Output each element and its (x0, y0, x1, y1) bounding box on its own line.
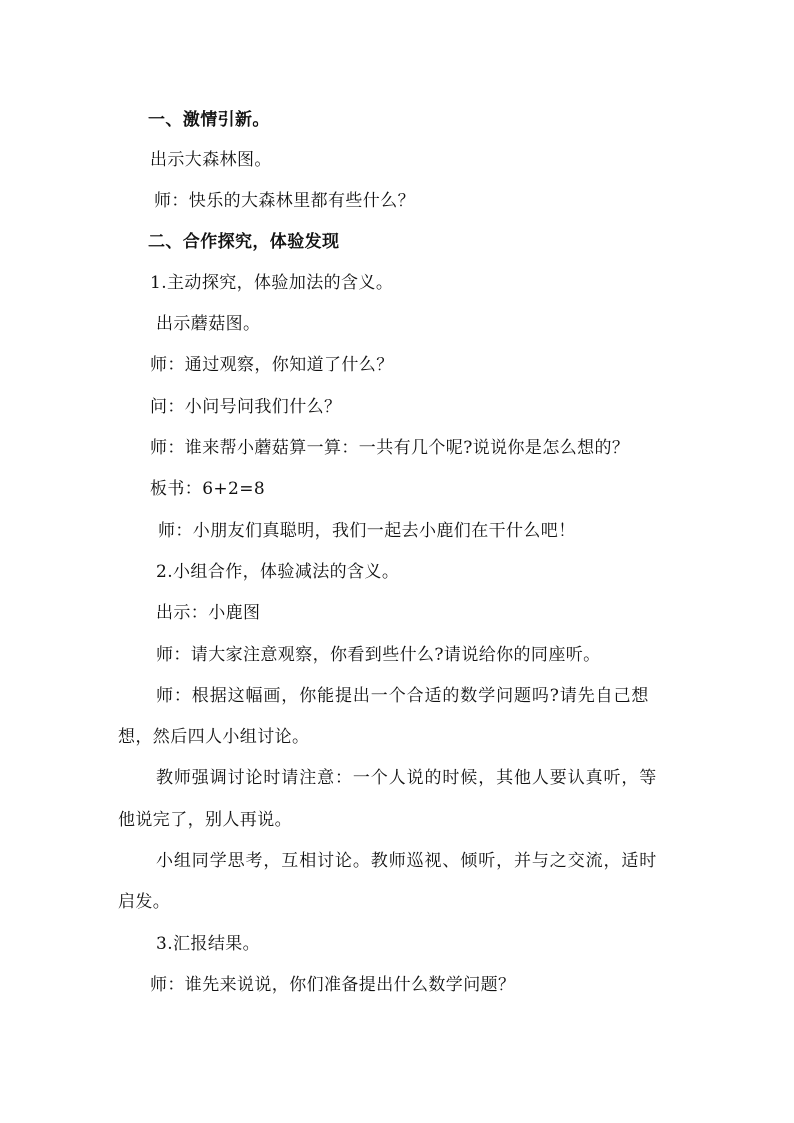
paragraph-line: 问：小问号问我们什么？ (150, 397, 342, 417)
section-heading-2: 二、合作探究，体验发现 (148, 232, 340, 252)
paragraph-line: 出示：小鹿图 (156, 603, 261, 623)
paragraph-line: 板书：6+2=8 (150, 479, 266, 499)
paragraph-line: 师：谁来帮小蘑菇算一算：一共有几个呢?说说你是怎么想的？ (150, 438, 630, 458)
paragraph-line: 他说完了，别人再说。 (118, 810, 292, 830)
subsection-heading: 2.小组合作，体验减法的含义。 (156, 562, 400, 582)
paragraph-line: 师：谁先来说说，你们准备提出什么数学问题？ (150, 975, 516, 995)
paragraph-line: 小组同学思考，互相讨论。教师巡视、倾听，并与之交流，适时 (156, 851, 658, 871)
paragraph-line: 师：通过观察，你知道了什么？ (150, 355, 394, 375)
paragraph-line: 师：快乐的大森林里都有些什么？ (154, 191, 415, 211)
paragraph-line: 想，然后四人小组讨论。 (118, 727, 310, 747)
paragraph-line: 出示蘑菇图。 (156, 314, 261, 334)
subsection-heading: 1.主动探究，体验加法的含义。 (150, 273, 394, 293)
paragraph-line: 启发。 (118, 892, 171, 912)
paragraph-line: 师：请大家注意观察，你看到些什么?请说给你的同座听。 (156, 645, 601, 665)
paragraph-line: 教师强调讨论时请注意：一个人说的时候，其他人要认真听，等 (156, 768, 658, 788)
paragraph-line: 师：小朋友们真聪明，我们一起去小鹿们在干什么吧！ (158, 521, 576, 541)
paragraph-line: 师：根据这幅画，你能提出一个合适的数学问题吗?请先自己想 (156, 686, 650, 706)
paragraph-line: 出示大森林图。 (150, 150, 272, 170)
subsection-heading: 3.汇报结果。 (156, 934, 261, 954)
section-heading-1: 一、激情引新。 (148, 110, 270, 130)
